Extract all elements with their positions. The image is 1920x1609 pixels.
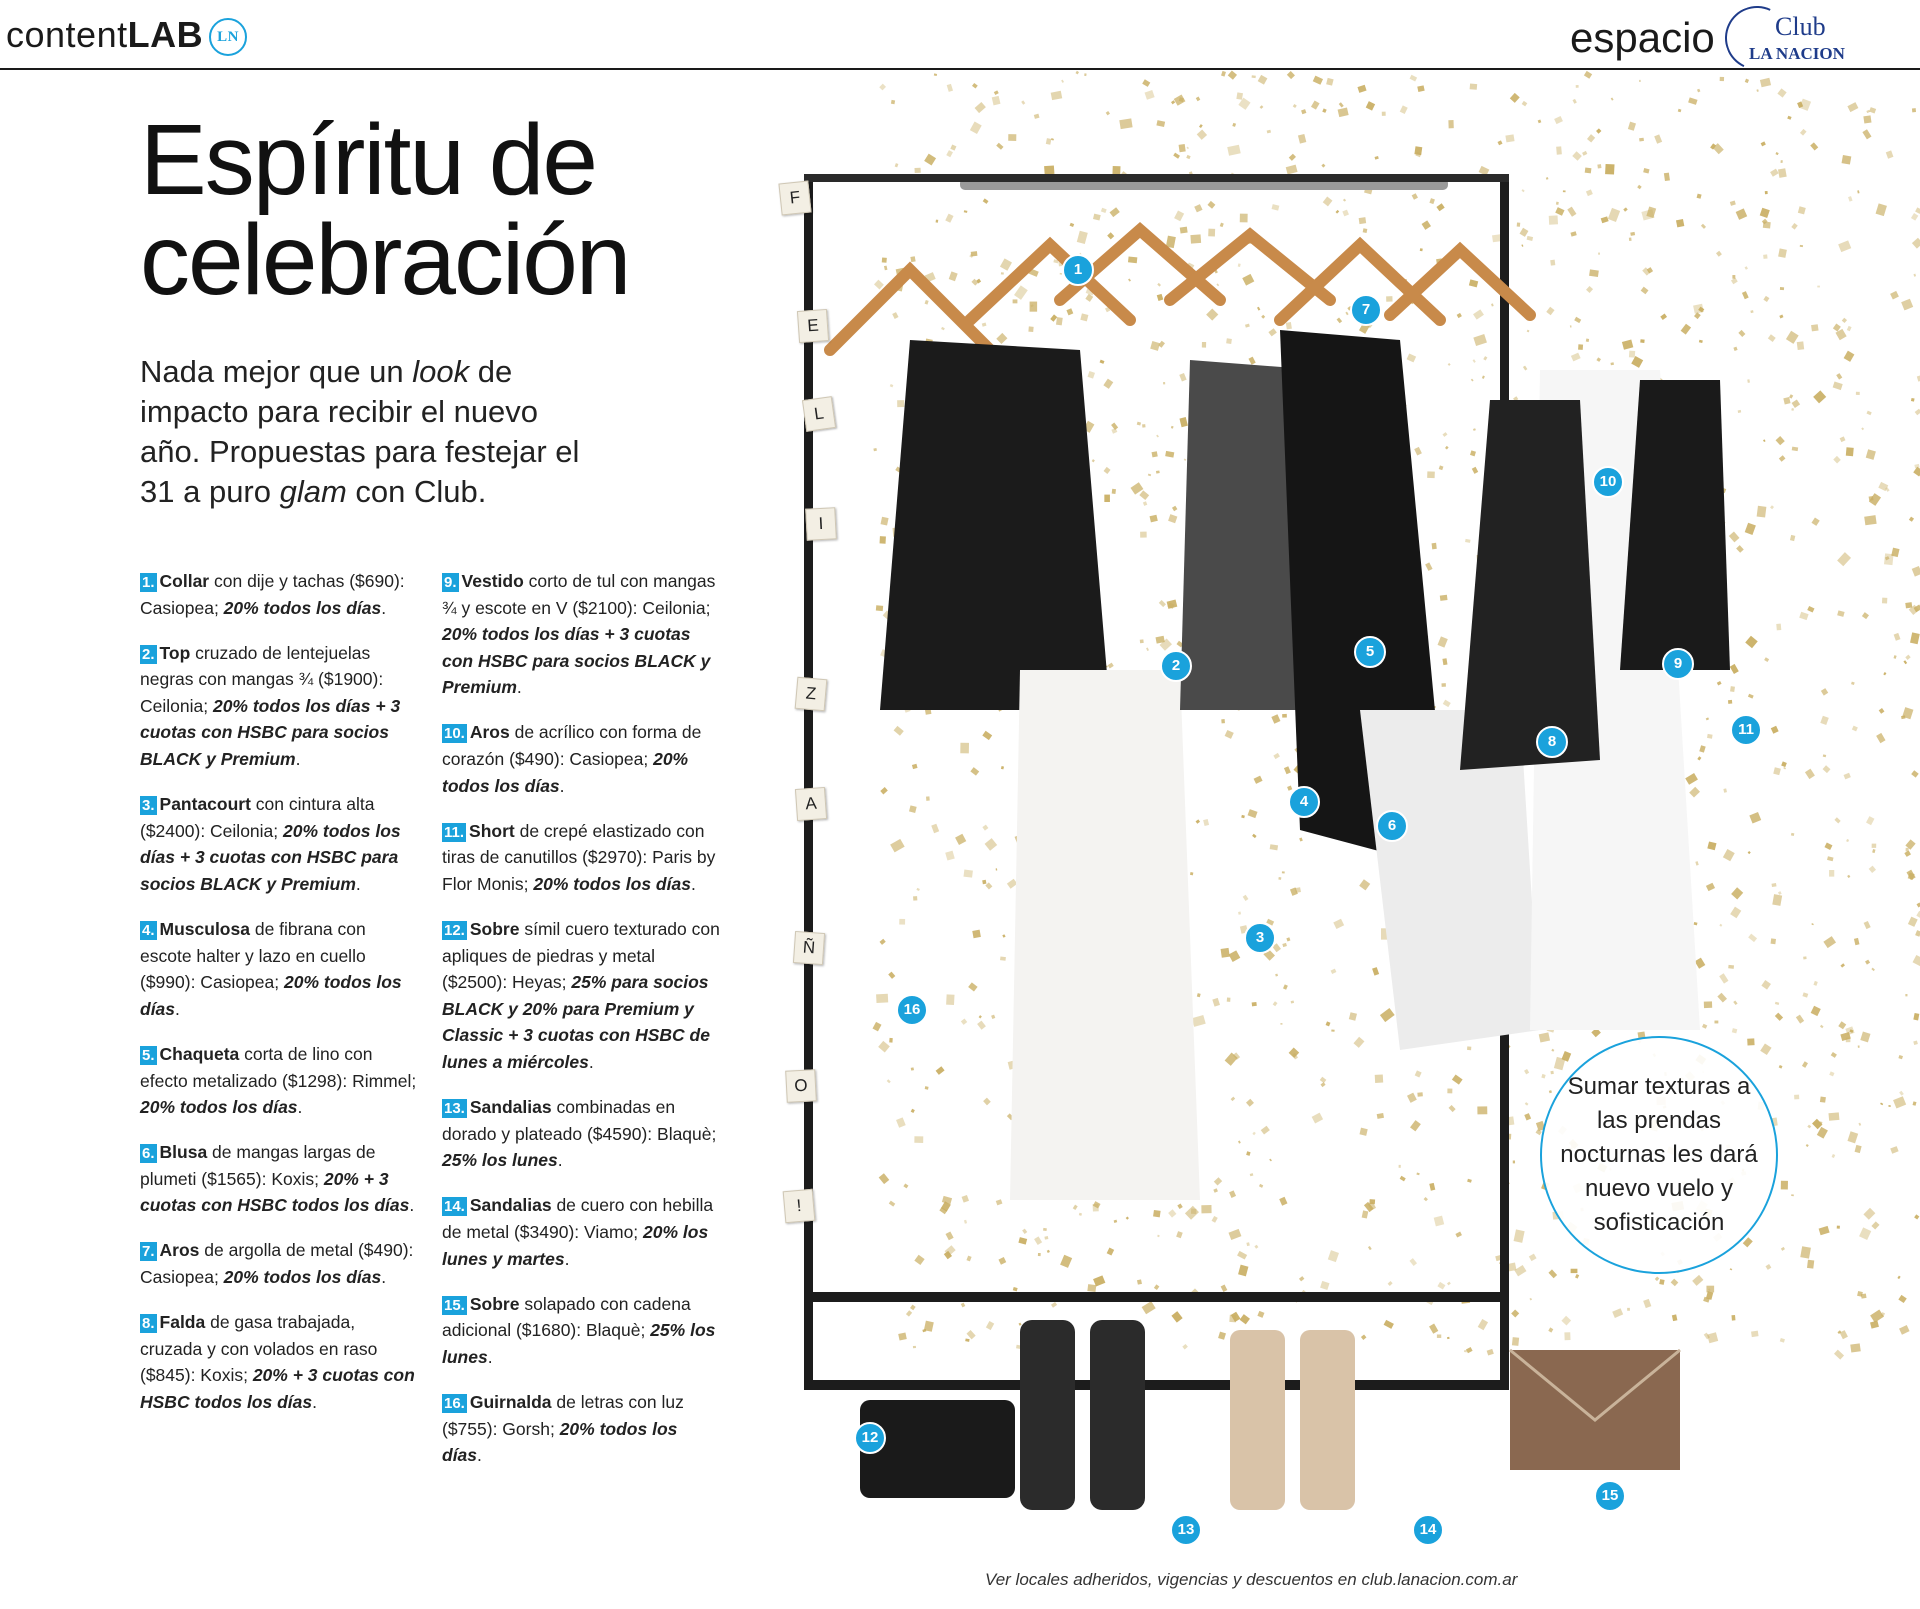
product-item (140, 1041, 418, 1121)
brand-bold: LAB (127, 14, 204, 55)
callout-text: Sumar texturas a las prendas nocturnas les dará nuevo vuelo y sofisticación (1560, 1073, 1758, 1236)
product-item (140, 1139, 418, 1219)
ln-badge-icon: LN (209, 18, 247, 56)
product-name: Chaqueta (159, 1043, 240, 1064)
product-discount: 20% todos los días (223, 597, 382, 618)
garland-letter: L (802, 396, 836, 432)
intro-italic-2: glam (279, 474, 347, 509)
item-end: . (477, 1445, 482, 1466)
sandal-14a (1230, 1330, 1285, 1510)
item-number-badge: 2. (142, 645, 155, 663)
item-badge: 11 (1730, 714, 1762, 746)
item-number-badge: 1. (142, 574, 155, 591)
product-name: Sobre (469, 919, 520, 940)
item-number-badge: 16. (444, 1394, 465, 1412)
product-name: Aros (159, 1240, 200, 1261)
item-end: . (312, 1391, 317, 1412)
sandal-14b (1300, 1330, 1355, 1510)
brand-light: content (6, 14, 128, 55)
hangers (830, 230, 1530, 350)
product-name: Sandalias (469, 1097, 552, 1118)
item-end: . (381, 597, 387, 618)
product-name: Top (159, 642, 191, 663)
item-badge: 12 (854, 1422, 886, 1454)
accessories (860, 1320, 1680, 1510)
item-number-badge: 11. (444, 823, 465, 841)
section-label: espacio (1570, 14, 1715, 61)
clutch-15 (1510, 1350, 1680, 1470)
product-description: de mangas largas de plumeti ($1565): Koxis; (140, 1142, 376, 1189)
garland-letter: E (797, 309, 829, 343)
item-end: . (295, 749, 301, 770)
item-number-badge: 6. (142, 1145, 155, 1163)
product-name: Pantacourt (159, 794, 251, 815)
club-logo-top: Club (1775, 12, 1826, 41)
product-name: Aros (469, 722, 510, 743)
product-list-column-2 (442, 568, 720, 1487)
product-discount: 20% todos los días (442, 749, 689, 796)
sandal-13a (1020, 1320, 1075, 1510)
item-badge: 9 (1662, 648, 1694, 680)
product-list-column-1 (140, 568, 418, 1434)
item-badge: 15 (1594, 1480, 1626, 1512)
footnote-text: Ver locales adheridos, vigencias y descuentos en (985, 1570, 1362, 1589)
garland-letter: I (805, 507, 837, 541)
product-item (140, 568, 418, 621)
item-badge: 8 (1536, 726, 1568, 758)
product-discount: 20% todos los días (140, 972, 402, 1019)
product-name: Blusa (159, 1142, 208, 1163)
product-description: cruzado de lentejuelas negras con mangas ¾ ($1900): Ceilonia; (140, 642, 384, 716)
product-item (442, 1192, 720, 1272)
footnote (985, 1570, 1517, 1590)
product-discount: 20% todos los días + 3 cuotas con HSBC para socios BLACK y Premium (140, 695, 401, 770)
garland-letter: O (785, 1069, 817, 1103)
product-item (140, 640, 418, 773)
product-item (442, 568, 720, 701)
item-end: . (355, 873, 361, 894)
item-badge: 16 (896, 994, 928, 1026)
item-badge: 2 (1160, 650, 1192, 682)
item-number-badge: 8. (142, 1315, 155, 1333)
title-line-2: celebración (140, 204, 630, 316)
item-number-badge: 13. (444, 1100, 465, 1118)
item-badge: 3 (1244, 922, 1276, 954)
product-description: solapado con cadena adicional ($1680): Blaquè; (442, 1293, 691, 1341)
product-item (140, 791, 418, 897)
product-discount: 20% + 3 cuotas con HSBC todos los días (140, 1365, 415, 1412)
product-name: Vestido (461, 571, 524, 591)
product-discount: 20% todos los días (442, 1418, 678, 1466)
item-number-badge: 9. (444, 574, 457, 591)
callout-circle (1540, 1036, 1778, 1274)
item-end: . (297, 1097, 303, 1118)
item-end: . (559, 775, 565, 796)
sandal-13b (1090, 1320, 1145, 1510)
product-discount: 25% para socios BLACK y 20% para Premium y Classic + 3 cuotas con HSBC de lunes a miércoles (442, 972, 710, 1072)
item-end: . (588, 1052, 594, 1072)
intro-italic-1: look (412, 354, 470, 389)
title-line-1: Espíritu de (140, 104, 597, 216)
garland-letter: Ñ (793, 931, 825, 965)
contentlab-logo (6, 14, 247, 56)
intro-text-2: de impacto para recibir el nuevo año. Propuestas para festejar el 31 a puro (140, 354, 580, 509)
product-name: Sandalias (469, 1195, 552, 1216)
item-number-badge: 4. (142, 922, 155, 940)
product-item (140, 916, 418, 1022)
item-badge: 7 (1350, 294, 1382, 326)
product-description: de fibrana con escote halter y lazo en cuello ($990): Casiopea; (140, 919, 366, 993)
product-description: símil cuero texturado con apliques de piedras y metal ($2500): Heyas; (442, 919, 720, 993)
item-number-badge: 7. (142, 1243, 155, 1261)
item-number-badge: 5. (142, 1046, 155, 1064)
product-item (140, 1237, 418, 1290)
product-name: Guirnalda (469, 1391, 552, 1412)
garland-letter: F (778, 181, 811, 216)
product-description: de letras con luz ($755): Gorsh; (442, 1391, 684, 1439)
product-item (442, 1291, 720, 1371)
white-pantacourt (1010, 670, 1200, 1200)
garland-letter: A (795, 787, 827, 821)
item-badge: 4 (1288, 786, 1320, 818)
item-end: . (487, 1346, 493, 1367)
item-badge: 10 (1592, 466, 1624, 498)
item-badge: 5 (1354, 636, 1386, 668)
product-item (442, 1094, 720, 1174)
product-discount: 20% todos los días + 3 cuotas con HSBC para socios BLACK y Premium (442, 624, 711, 698)
product-description: corta de lino con efecto metalizado ($1298): Rimmel; (140, 1043, 417, 1091)
product-discount: 20% + 3 cuotas con HSBC todos los días (140, 1168, 410, 1216)
sequin-top (880, 340, 1110, 710)
product-discount: 20% todos los días + 3 cuotas con HSBC para socios BLACK y Premium (140, 820, 401, 894)
product-description: de acrílico con forma de corazón ($490): Casiopea; (442, 722, 702, 770)
item-number-badge: 15. (444, 1296, 465, 1314)
product-description: con cintura alta ($2400): Ceilonia; (140, 794, 375, 841)
product-description: de argolla de metal ($490): Casiopea; (140, 1240, 414, 1288)
item-end: . (690, 873, 696, 894)
item-end: . (557, 1150, 563, 1171)
item-badge: 14 (1412, 1514, 1444, 1546)
product-description: corto de tul con mangas ¾ y escote en V ($2100): Ceilonia; (442, 571, 716, 618)
product-description: combinadas en dorado y plateado ($4590): Blaquè; (442, 1097, 717, 1144)
footnote-site-link[interactable]: club.lanacion.com.ar (1361, 1570, 1518, 1589)
product-name: Falda (159, 1312, 206, 1333)
product-description: con dije y tachas ($690): Casiopea; (140, 571, 405, 618)
intro-text-3: con Club. (346, 474, 487, 509)
garland-letter: Z (795, 677, 828, 711)
product-discount: 20% todos los días (533, 873, 691, 894)
product-item (442, 916, 720, 1076)
item-badge: 6 (1376, 810, 1408, 842)
item-number-badge: 14. (444, 1198, 465, 1216)
item-badge: 13 (1170, 1514, 1202, 1546)
product-item (442, 1389, 720, 1469)
product-discount: 25% los lunes (442, 1150, 558, 1171)
product-discount: 20% los lunes y martes (442, 1221, 709, 1269)
product-item (442, 719, 720, 799)
product-description: de crepé elastizado con tiras de canutillos ($2970): Paris by Flor Monis; (442, 820, 716, 894)
product-description: de cuero con hebilla de metal ($3490): Viamo; (442, 1195, 714, 1242)
club-logo-bottom: LA NACION (1749, 44, 1845, 63)
product-description: de gasa trabajada, cruzada y con volados en raso ($845): Koxis; (140, 1312, 378, 1386)
intro-paragraph (140, 352, 600, 512)
item-number-badge: 3. (142, 797, 155, 815)
club-la-nacion-logo (1725, 6, 1875, 66)
product-name: Short (469, 820, 515, 841)
item-number-badge: 12. (444, 922, 465, 940)
page-title (140, 104, 840, 316)
intro-text-1: Nada mejor que un (140, 354, 413, 389)
product-discount: 20% todos los días (223, 1267, 382, 1288)
product-discount: 25% los lunes (442, 1320, 716, 1367)
item-end: . (516, 677, 522, 698)
item-badge: 1 (1062, 254, 1094, 286)
item-number-badge: 10. (444, 725, 465, 743)
product-name: Musculosa (159, 919, 250, 940)
product-name: Collar (159, 571, 210, 591)
item-end: . (409, 1195, 415, 1216)
product-discount: 20% todos los días (140, 1097, 298, 1118)
product-item (140, 1309, 418, 1415)
rack-illustration (760, 70, 1920, 1570)
item-end: . (381, 1267, 387, 1288)
product-item (442, 818, 720, 898)
product-name: Sobre (469, 1293, 520, 1314)
gasa-falda (1460, 400, 1600, 770)
clutch-12 (860, 1400, 1015, 1498)
item-end: . (564, 1248, 570, 1269)
clothing-rack-photo (760, 70, 1920, 1570)
garland-letter: ! (783, 1189, 816, 1223)
item-end: . (175, 998, 180, 1019)
